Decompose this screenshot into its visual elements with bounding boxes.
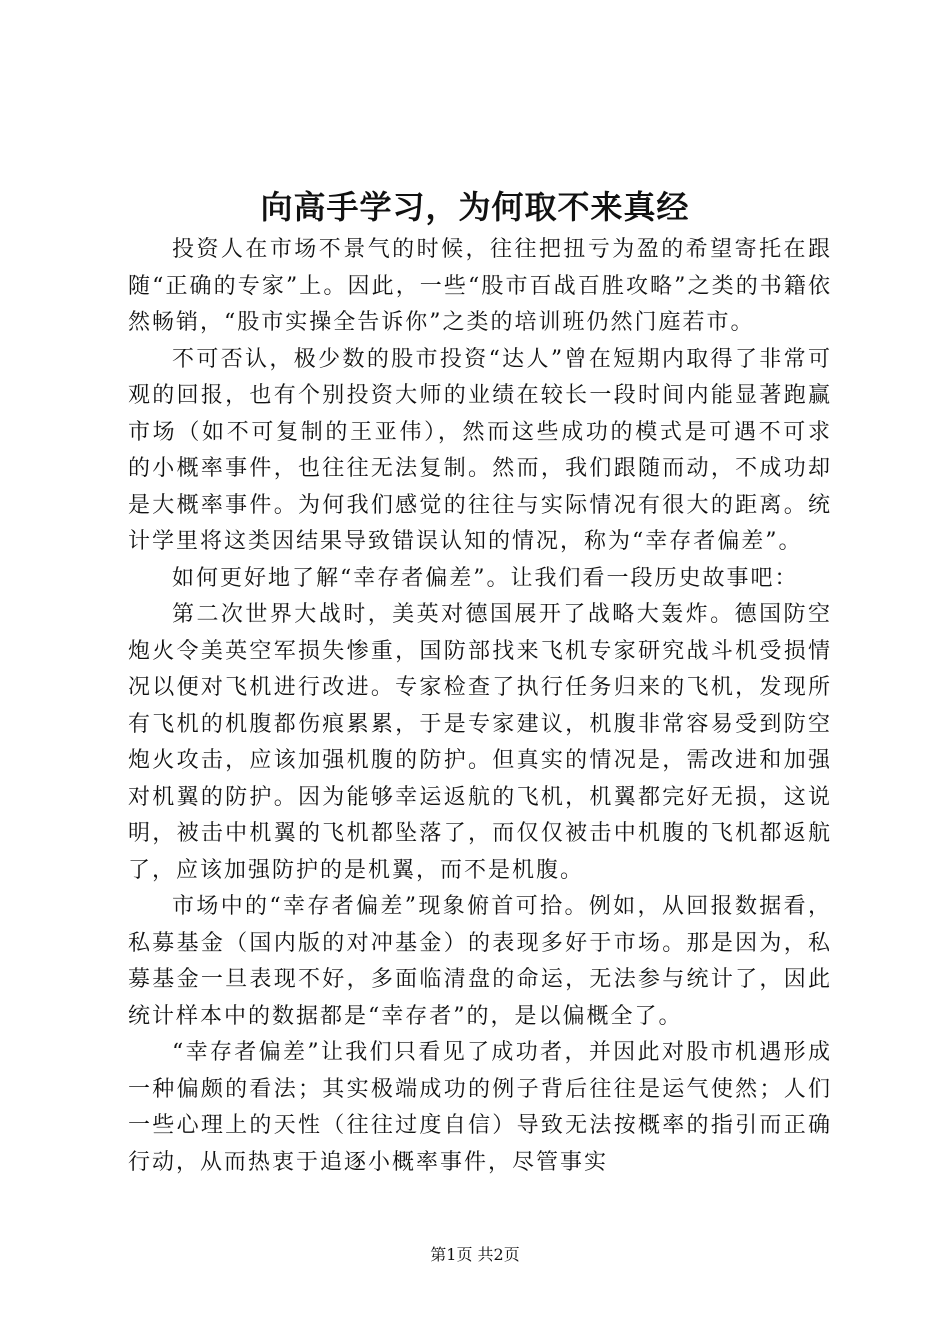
paragraph-6: “幸存者偏差”让我们只看见了成功者，并因此对股市机遇形成一种偏颇的看法；其实极端成功的例子背后往往是运气使然；人们一些心理上的天性（往往过度自信）导致无法按概率的指引而正确行动，从而热衷于追逐小概率事件，尽管事实 <box>128 1040 832 1175</box>
paragraph-4: 第二次世界大战时，美英对德国展开了战略大轰炸。德国防空炮火令美英空军损失惨重，国防部找来飞机专家研究战斗机受损情况以便对飞机进行改进。专家检查了执行任务归来的飞机，发现所有飞机的机腹都伤痕累累，于是专家建议，机腹非常容易受到防空炮火攻击，应该加强机腹的防护。但真实的情况是，需改进和加强对机翼的防护。因为能够幸运返航的飞机，机翼都完好无损，这说明，被击中机翼的飞机都坠落了，而仅仅被击中机腹的飞机都返航了，应该加强防护的是机翼，而不是机腹。 <box>128 602 832 883</box>
document-title: 向高手学习，为何取不来真经 <box>260 188 690 226</box>
paragraph-5: 市场中的“幸存者偏差”现象俯首可拾。例如，从回报数据看，私募基金（国内版的对冲基金）的表现多好于市场。那是因为，私募基金一旦表现不好，多面临清盘的命运，无法参与统计了，因此统计样本中的数据都是“幸存者”的，是以偏概全了。 <box>128 894 832 1029</box>
paragraph-1: 投资人在市场不景气的时候，往往把扭亏为盈的希望寄托在跟随“正确的专家”上。因此，一些“股市百战百胜攻略”之类的书籍依然畅销，“股市实操全告诉你”之类的培训班仍然门庭若市。 <box>128 237 832 335</box>
document-body <box>128 232 832 1181</box>
paragraph-2: 不可否认，极少数的股市投资“达人”曾在短期内取得了非常可观的回报，也有个别投资大师的业绩在较长一段时间内能显著跑赢市场（如不可复制的王亚伟），然而这些成功的模式是可遇不可求的小概率事件，也往往无法复制。然而，我们跟随而动，不成功却是大概率事件。为何我们感觉的往往与实际情况有很大的距离。统计学里将这类因结果导致错误认知的情况，称为“幸存者偏差”。 <box>128 346 832 554</box>
page-footer: 第1页 共2页 <box>430 1245 520 1264</box>
paragraph-3: 如何更好地了解“幸存者偏差”。让我们看一段历史故事吧： <box>172 565 799 591</box>
